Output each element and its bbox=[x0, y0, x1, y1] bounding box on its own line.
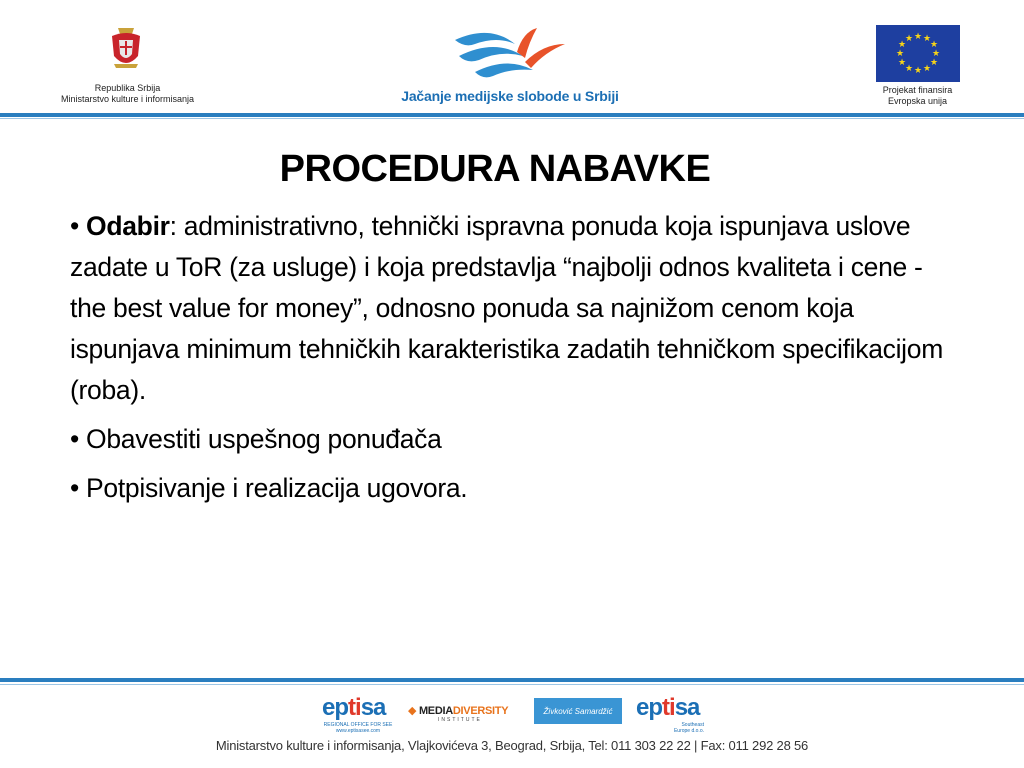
project-title: Jačanje medijske slobode u Srbiji bbox=[401, 88, 619, 104]
eu-funding-label: Projekat finansira Evropska unija bbox=[882, 85, 953, 106]
bullet-bold-term: Odabir bbox=[86, 211, 170, 241]
bullet-item: • Obavestiti uspešnog ponuđača bbox=[70, 424, 442, 454]
svg-text:★: ★ bbox=[913, 66, 923, 76]
bullet-text: : administrativno, tehnički ispravna ponuda koja ispunjava uslove zadate u ToR (za usluge) i koja predstavlja “najbolji odnos kvaliteta i cene - the best value for money”, odnosno ponuda sa najnižom cenom koja ispunjava minimum tehničkih karakteristika zadatih tehničkom specifikacijom (roba). bbox=[70, 211, 943, 405]
svg-text:★: ★ bbox=[897, 58, 907, 68]
svg-text:★: ★ bbox=[922, 64, 932, 74]
header-divider bbox=[0, 113, 1024, 117]
header-divider-thin bbox=[0, 118, 1024, 119]
slide-title: PROCEDURA NABAVKE bbox=[279, 148, 711, 190]
bullet-text: Obavestiti uspešnog ponuđača bbox=[86, 424, 442, 454]
eptisa-southeast-logo: eptisa Southeast Europe d.o.o. bbox=[636, 694, 704, 734]
svg-text:★: ★ bbox=[895, 49, 905, 59]
svg-text:★: ★ bbox=[929, 40, 939, 50]
svg-text:★: ★ bbox=[897, 40, 907, 50]
bullet-item: • Odabir: administrativno, tehnički ispravna ponuda koja ispunjava uslove zadate u ToR (za usluge) i koja predstavlja “najbolji odnos kvaliteta i cene - the best value for money”, odnosno ponuda sa najnižom cenom koja ispunjava minimum tehničkih karakteristika zadatih tehničkom specifikacijom (roba). bbox=[70, 211, 943, 405]
serbia-ministry-label: Republika Srbija Ministarstvo kulture i informisanja bbox=[60, 83, 195, 104]
svg-text:★: ★ bbox=[931, 49, 941, 59]
footer-contact-info: Ministarstvo kulture i informisanja, Vlajkovićeva 3, Beograd, Srbija, Tel: 011 303 22 22 | Fax: 011 292 28 56 bbox=[215, 738, 809, 753]
footer-divider bbox=[0, 678, 1024, 682]
svg-text:★: ★ bbox=[904, 34, 914, 44]
svg-text:★: ★ bbox=[929, 58, 939, 68]
svg-text:★: ★ bbox=[913, 32, 923, 42]
project-logo bbox=[445, 22, 575, 86]
footer-divider-thin bbox=[0, 684, 1024, 685]
media-diversity-institute-logo: ◆ MEDIADIVERSITY INSTITUTE bbox=[408, 705, 509, 723]
bullet-item: • Potpisivanje i realizacija ugovora. bbox=[70, 473, 468, 503]
eu-flag-logo bbox=[876, 25, 960, 82]
eptisa-regional-logo: eptisa REGIONAL OFFICE FOR SEE www.eptisasee.com bbox=[322, 694, 393, 734]
bullet-text: Potpisivanje i realizacija ugovora. bbox=[86, 473, 468, 503]
serbia-coat-of-arms-logo bbox=[108, 24, 144, 74]
zivkovic-samardzic-logo: Živković Samardžić bbox=[534, 698, 622, 724]
svg-text:★: ★ bbox=[904, 64, 914, 74]
slide-body bbox=[70, 206, 950, 517]
svg-text:★: ★ bbox=[922, 34, 932, 44]
